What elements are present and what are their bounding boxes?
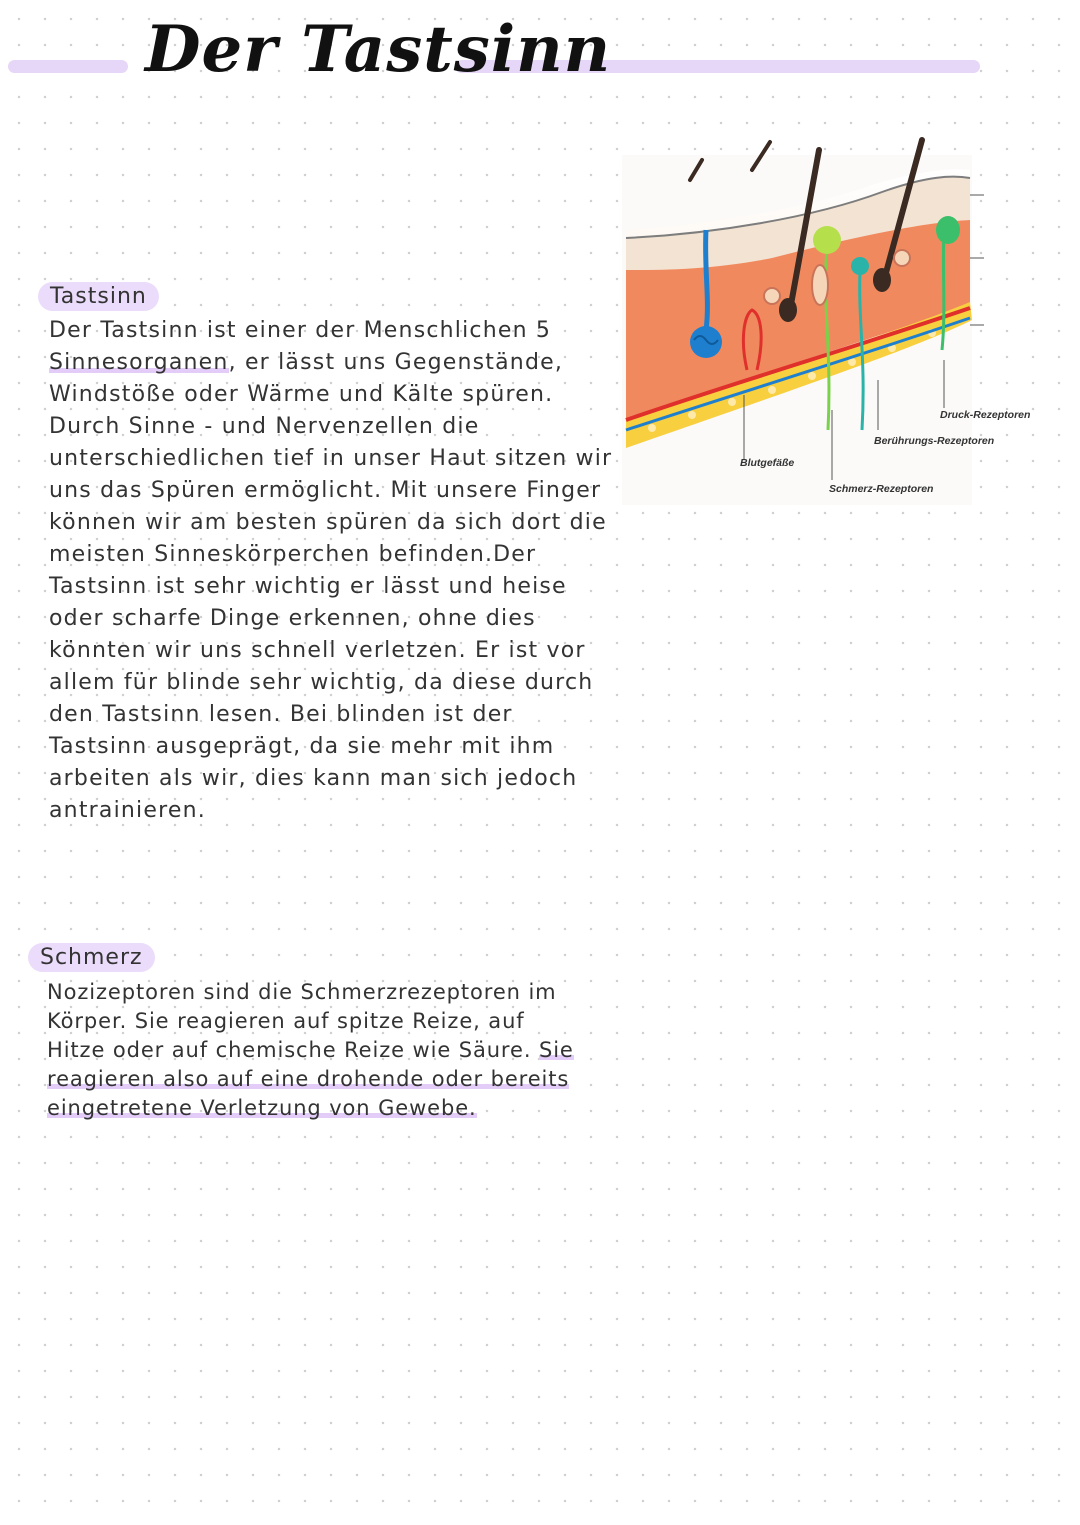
receptor-corpuscle xyxy=(812,265,828,305)
receptor-end-cyan xyxy=(851,257,869,275)
receptor-nerve-druck xyxy=(942,230,944,350)
sweat-duct xyxy=(706,230,708,330)
skin-diagram xyxy=(622,130,1042,510)
label-schmerz-rezeptoren: Schmerz-Rezeptoren xyxy=(829,483,934,495)
title-underline-left xyxy=(8,60,128,73)
skin-cross-section-figure xyxy=(622,130,1042,510)
tastsinn-paragraph xyxy=(49,315,619,827)
label-beruehrungs-rezeptoren: Berührungs-Rezeptoren xyxy=(874,435,995,447)
tastsinn-text-start: Der Tastsinn ist einer der Menschlichen 5 xyxy=(49,318,552,343)
schmerz-text: Nozizeptoren sind die Schmerzrezeptoren im Körper. Sie reagieren auf spitze Reize, auf Hitze oder auf chemische Reize wie Säure. xyxy=(47,980,557,1062)
receptor-free-ending xyxy=(813,226,841,254)
schmerz-paragraph xyxy=(47,978,587,1123)
schmerz-underlined-text: Sie reagieren also auf eine drohende oder bereits eingetretene Verletzung von Gewebe. xyxy=(47,1038,574,1120)
receptor-druck-end xyxy=(936,216,960,244)
hair-follicle-1 xyxy=(779,298,797,322)
highlighted-term: Sinnesorganen xyxy=(49,350,229,375)
section-heading-tastsinn: Tastsinn xyxy=(38,282,159,311)
page-title: Der Tastsinn xyxy=(145,12,612,87)
hair-follicle-2 xyxy=(873,268,891,292)
label-blutgefaesse: Blutgefäße xyxy=(740,457,795,469)
receptor-small-2 xyxy=(894,250,910,266)
receptor-small-1 xyxy=(764,288,780,304)
label-druck-rezeptoren: Druck-Rezeptoren xyxy=(940,409,1031,421)
tastsinn-text-rest: , er lässt uns Gegenstände, Windstöße oder Wärme und Kälte spüren. Durch Sinne - und Nervenzellen die unterschiedlichen tief in unser Haut sitzen wir uns das Spüren ermöglicht. Mit unsere Finger können wir am besten spüren da sich dort die meisten Sinneskörperchen befinden.Der Tastsinn ist sehr wichtig er lässt und heise oder scharfe Dinge erkennen, ohne dies könnten wir uns schnell verletzen. Er ist vor allem für blinde sehr wichtig, da diese durch den Tastsinn lesen. Bei blinden ist der Tastsinn ausgeprägt, da sie mehr mit ihm arbeiten als wir, dies kann man sich jedoch antrainieren. xyxy=(49,350,613,823)
section-heading-schmerz: Schmerz xyxy=(28,943,155,972)
